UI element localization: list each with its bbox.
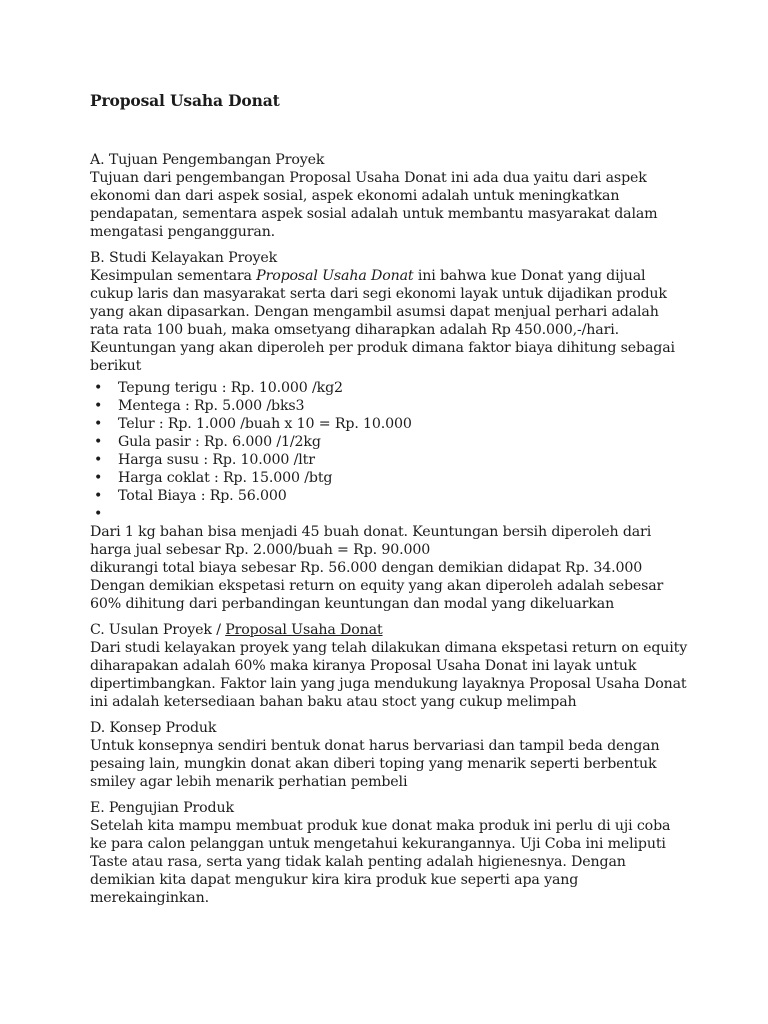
section-e [90, 799, 690, 907]
section-d [90, 719, 690, 791]
document-page [90, 90, 690, 915]
list-item: • Gula pasir : Rp. 6.000 /1/2kg [90, 433, 690, 451]
list-item: • Mentega : Rp. 5.000 /bks3 [90, 397, 690, 415]
section-c-body: Dari studi kelayakan proyek yang telah dilakukan dimana ekspetasi return on equity diharapakan adalah 60% maka kiranya Proposal Usaha Donat ini layak untuk dipertimbangkan. Faktor lain yang juga mendukung layaknya Proposal Usaha Donat ini adalah ketersediaan bahan baku atau stoct yang cukup melimpah [90, 640, 688, 710]
section-b-body-suffix: ini bahwa kue Donat yang dijual cukup laris dan masyarakat serta dari segi ekonomi layak untuk dijadikan produk yang akan dipasarkan. Dengan mengambil asumsi dapat menjual perhari adalah rata rata 100 buah, maka omsetyang diharapkan adalah Rp 450.000,-/hari. Keuntungan yang akan diperoleh per produk dimana faktor biaya dihitung sebagai berikut [90, 268, 675, 374]
section-d-heading: D. Konsep Produk [90, 720, 217, 736]
section-b-after-3: Dengan demikian ekspetasi return on equity yang akan diperoleh adalah sebesar 60% dihitung dari perbandingan keuntungan dan modal yang dikeluarkan [90, 578, 664, 612]
section-c-heading [90, 621, 690, 639]
section-e-heading: E. Pengujian Produk [90, 800, 234, 816]
section-d-body: Untuk konsepnya sendiri bentuk donat harus bervariasi dan tampil beda dengan pesaing lain, mungkin donat akan diberi toping yang menarik seperti berbentuk smiley agar lebih menarik perhatian pembeli [90, 738, 660, 790]
section-b-body-prefix: Kesimpulan sementara [90, 268, 257, 284]
list-item [90, 505, 690, 523]
section-a [90, 151, 690, 241]
list-item: • Harga susu : Rp. 10.000 /ltr [90, 451, 690, 469]
section-b-after-1: Dari 1 kg bahan bisa menjadi 45 buah donat. Keuntungan bersih diperoleh dari harga jual sebesar Rp. 2.000/buah = Rp. 90.000 [90, 524, 652, 558]
section-b-body-italic: Proposal Usaha Donat [256, 268, 414, 284]
list-item: • Tepung terigu : Rp. 10.000 /kg2 [90, 379, 690, 397]
section-a-heading: A. Tujuan Pengembangan Proyek [90, 152, 325, 168]
list-item: • Telur : Rp. 1.000 /buah x 10 = Rp. 10.000 [90, 415, 690, 433]
cost-list [90, 379, 690, 523]
document-title: Proposal Usaha Donat [90, 91, 280, 110]
list-item: • Harga coklat : Rp. 15.000 /btg [90, 469, 690, 487]
section-b-body [90, 267, 690, 375]
section-b-heading: B. Studi Kelayakan Proyek [90, 250, 278, 266]
section-e-body: Setelah kita mampu membuat produk kue donat maka produk ini perlu di uji coba ke para calon pelanggan untuk mengetahui kekurangannya. Uji Coba ini meliputi Taste atau rasa, serta yang tidak kalah penting adalah higienesnya. Dengan demikian kita dapat mengukur kira kira produk kue seperti apa yang merekainginkan. [90, 818, 671, 906]
section-b-after-2: dikurangi total biaya sebesar Rp. 56.000 dengan demikian didapat Rp. 34.000 [90, 560, 643, 576]
list-item: • Total Biaya : Rp. 56.000 [90, 487, 690, 505]
section-c-heading-prefix: C. Usulan Proyek / [90, 622, 226, 638]
section-b [90, 249, 690, 613]
section-c [90, 621, 690, 711]
section-a-body: Tujuan dari pengembangan Proposal Usaha Donat ini ada dua yaitu dari aspek ekonomi dan dari aspek sosial, aspek ekonomi adalah untuk meningkatkan pendapatan, sementara aspek sosial adalah untuk membantu masyarakat dalam mengatasi pengangguran. [90, 170, 658, 240]
section-c-heading-link[interactable]: Proposal Usaha Donat [225, 622, 383, 638]
